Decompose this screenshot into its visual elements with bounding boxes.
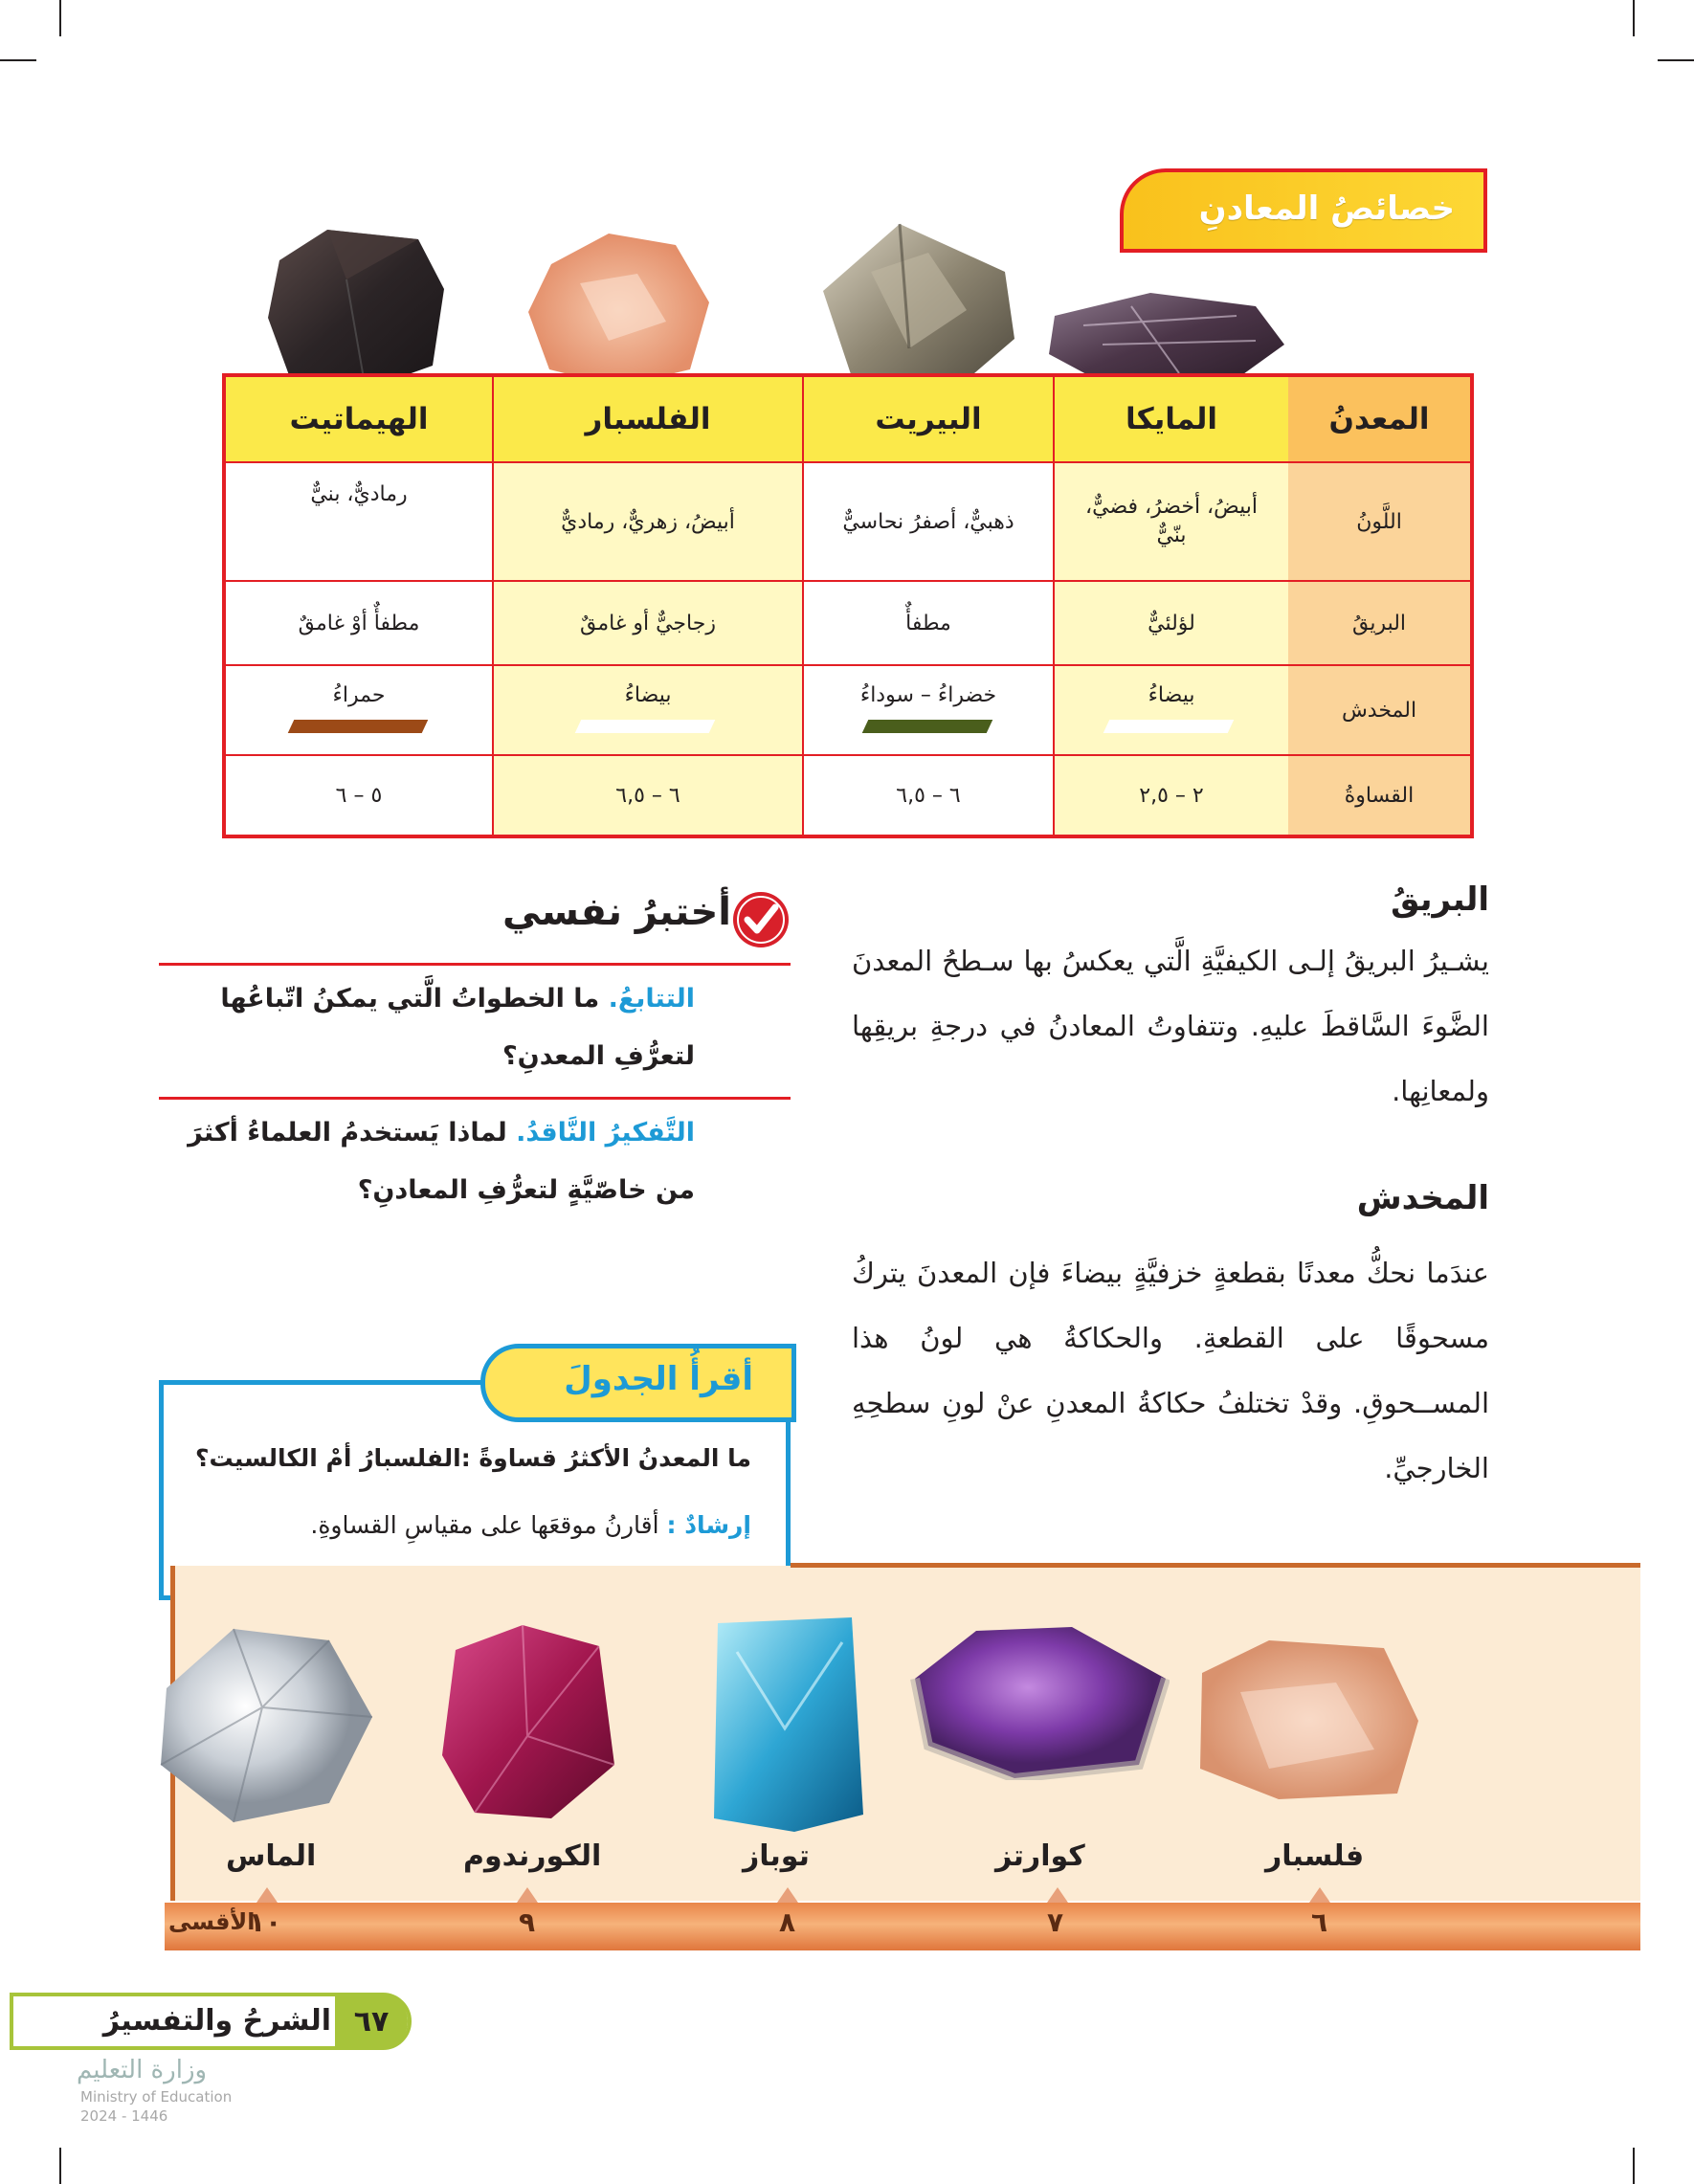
scale-value: ٩ [519, 1906, 536, 1938]
scale-value: ١٠ [249, 1906, 282, 1938]
table-cell: حمراءُ [226, 666, 492, 756]
hardness-scale-bar [165, 1903, 1640, 1950]
table-header-pyrite: البيريت [802, 377, 1053, 463]
crop-mark [59, 2148, 61, 2184]
scale-tick [256, 1887, 278, 1903]
edition-year: 2024 - 1446 [80, 2107, 168, 2125]
self-test-title: أختبرُ نفسي [502, 890, 731, 934]
feldspar-image [523, 226, 714, 389]
table-cell: زجاجيٌّ أو غامقٌ [492, 582, 802, 666]
self-test-question-2 [159, 1104, 695, 1219]
scale-mineral-label: الكورندوم [463, 1839, 602, 1873]
row-label-streak: المخدش [1288, 666, 1470, 756]
luster-paragraph: يشـيرُ البريقُ إلـى الكيفيَّةِ الَّتي يعكسُ بها سـطحُ المعدنَ الضَّوءَ السَّاقطَ عليهِ. وتتفاوتُ المعادنُ في درجةِ بريقِها ولمعانِها. [852, 945, 1489, 1107]
table-cell: ذهبيٌّ، أصفرُ نحاسيٌّ [802, 463, 1053, 582]
row-label-color: اللَّونُ [1288, 463, 1470, 582]
hint-label: إرشادٌ : [666, 1511, 751, 1539]
table-cell: ٥ – ٦ [226, 756, 492, 835]
table-header-hematite: الهيماتيت [226, 377, 492, 463]
streak-swatch [288, 720, 429, 733]
ministry-logo-text: وزارة التعليم [77, 2056, 208, 2084]
question-text: لماذا يَستخدمُ العلماءُ أكثرَ من خاصّيَّةٍ لتعرُّفِ المعادنِ؟ [188, 1118, 695, 1205]
table-cell: أبيضُ، أخضرُ، فضيٌّ، بنّيٌّ [1053, 463, 1288, 582]
scale-value: ٧ [1047, 1906, 1064, 1938]
scale-mineral-label: الماس [226, 1839, 317, 1873]
section-title: خصائصُ المعادنِ [1198, 189, 1455, 228]
table-cell: ٦ – ٦,٥ [802, 756, 1053, 835]
scale-value: ٨ [779, 1906, 796, 1938]
corundum-image [436, 1621, 618, 1822]
question-keyword: التَّفكيرُ النَّاقدُ. [516, 1118, 695, 1148]
table-cell: لؤلئيٌّ [1053, 582, 1288, 666]
table-header-feldspar: الفلسبار [492, 377, 802, 463]
streak-heading: المخدش [1356, 1179, 1489, 1217]
mica-image [1045, 287, 1288, 387]
footer-title: الشرحُ والتفسيرُ [102, 2004, 331, 2038]
self-test-question-1 [159, 970, 695, 1085]
scale-mineral-label: فلسبار [1265, 1839, 1365, 1873]
footer-section-label [10, 1993, 412, 2050]
crop-mark [1633, 2148, 1635, 2184]
crop-mark [1633, 0, 1635, 36]
crop-mark [1658, 59, 1694, 61]
feldspar-scale-image [1192, 1635, 1422, 1803]
table-cell: ٢ – ٢,٥ [1053, 756, 1288, 835]
ministry-name-en: Ministry of Education [80, 2088, 233, 2106]
scale-max-label: الأقسى [168, 1908, 256, 1935]
checkmark-icon [731, 890, 791, 949]
crop-mark [59, 0, 61, 36]
streak-swatch [575, 720, 716, 733]
hematite-image [260, 222, 452, 394]
question-text: ما الخطواتُ الَّتي يمكنُ اتّباعُها لتعرُّفِ المعدنِ؟ [220, 984, 695, 1071]
divider [159, 963, 791, 966]
read-table-title: أقرأُ الجدولَ [564, 1360, 753, 1398]
read-table-question: ما المعدنُ الأكثرُ قساوةً :الفلسبارُ أمْ الكالسيت؟ [194, 1444, 751, 1472]
crop-mark [0, 59, 36, 61]
scale-tick [1309, 1887, 1330, 1903]
row-label-hardness: القساوةُ [1288, 756, 1470, 835]
table-cell: ٦ – ٦,٥ [492, 756, 802, 835]
row-label-luster: البريقُ [1288, 582, 1470, 666]
table-header-mineral: المعدنُ [1288, 377, 1470, 463]
table-cell: مطفأٌ أوْ غامقٌ [226, 582, 492, 666]
diamond-image [147, 1621, 377, 1826]
streak-paragraph: عندَما نحكُّ معدنًا بقطعةٍ خزفيَّةٍ بيضاءَ فإن المعدنَ يتركُ مسحوقًا على القطعةِ. والحكاكةُ هي لونُ هذا المســحوقِ. وقدْ تختلفُ حكاكةُ المعدنِ عنْ لونِ سطحِهِ الخارجيِّ. [852, 1257, 1489, 1484]
read-table-hint [310, 1511, 751, 1539]
mineral-properties-table [222, 373, 1474, 838]
scale-tick [517, 1887, 538, 1903]
read-table-tab [480, 1344, 796, 1422]
streak-swatch [862, 720, 993, 733]
scale-tick [777, 1887, 798, 1903]
table-cell: بيضاءُ [492, 666, 802, 756]
quartz-image [909, 1621, 1170, 1780]
table-cell: مطفأٌ [802, 582, 1053, 666]
section-banner [1120, 168, 1487, 253]
hint-text: أقارنُ موقعَها على مقياسِ القساوةِ. [310, 1511, 667, 1539]
scale-value: ٦ [1311, 1906, 1328, 1938]
table-cell: رماديٌّ، بنيٌّ [226, 463, 492, 582]
divider [791, 1563, 1640, 1568]
table-cell: أبيضُ، زهريٌّ، رماديٌّ [492, 463, 802, 582]
table-cell: خضراءُ – سوداءُ [802, 666, 1053, 756]
luster-heading: البريقُ [1391, 880, 1489, 919]
scale-mineral-label: توباز [743, 1839, 810, 1873]
topaz-image [708, 1614, 867, 1834]
page-number: ٦٧ [335, 1993, 408, 2050]
streak-swatch [1103, 720, 1235, 733]
question-keyword: التتابعُ. [608, 984, 695, 1014]
table-cell: بيضاءُ [1053, 666, 1288, 756]
scale-tick [1047, 1887, 1068, 1903]
table-header-mica: المايكا [1053, 377, 1288, 463]
divider [159, 1097, 791, 1100]
scale-mineral-label: كوارتز [995, 1839, 1085, 1873]
